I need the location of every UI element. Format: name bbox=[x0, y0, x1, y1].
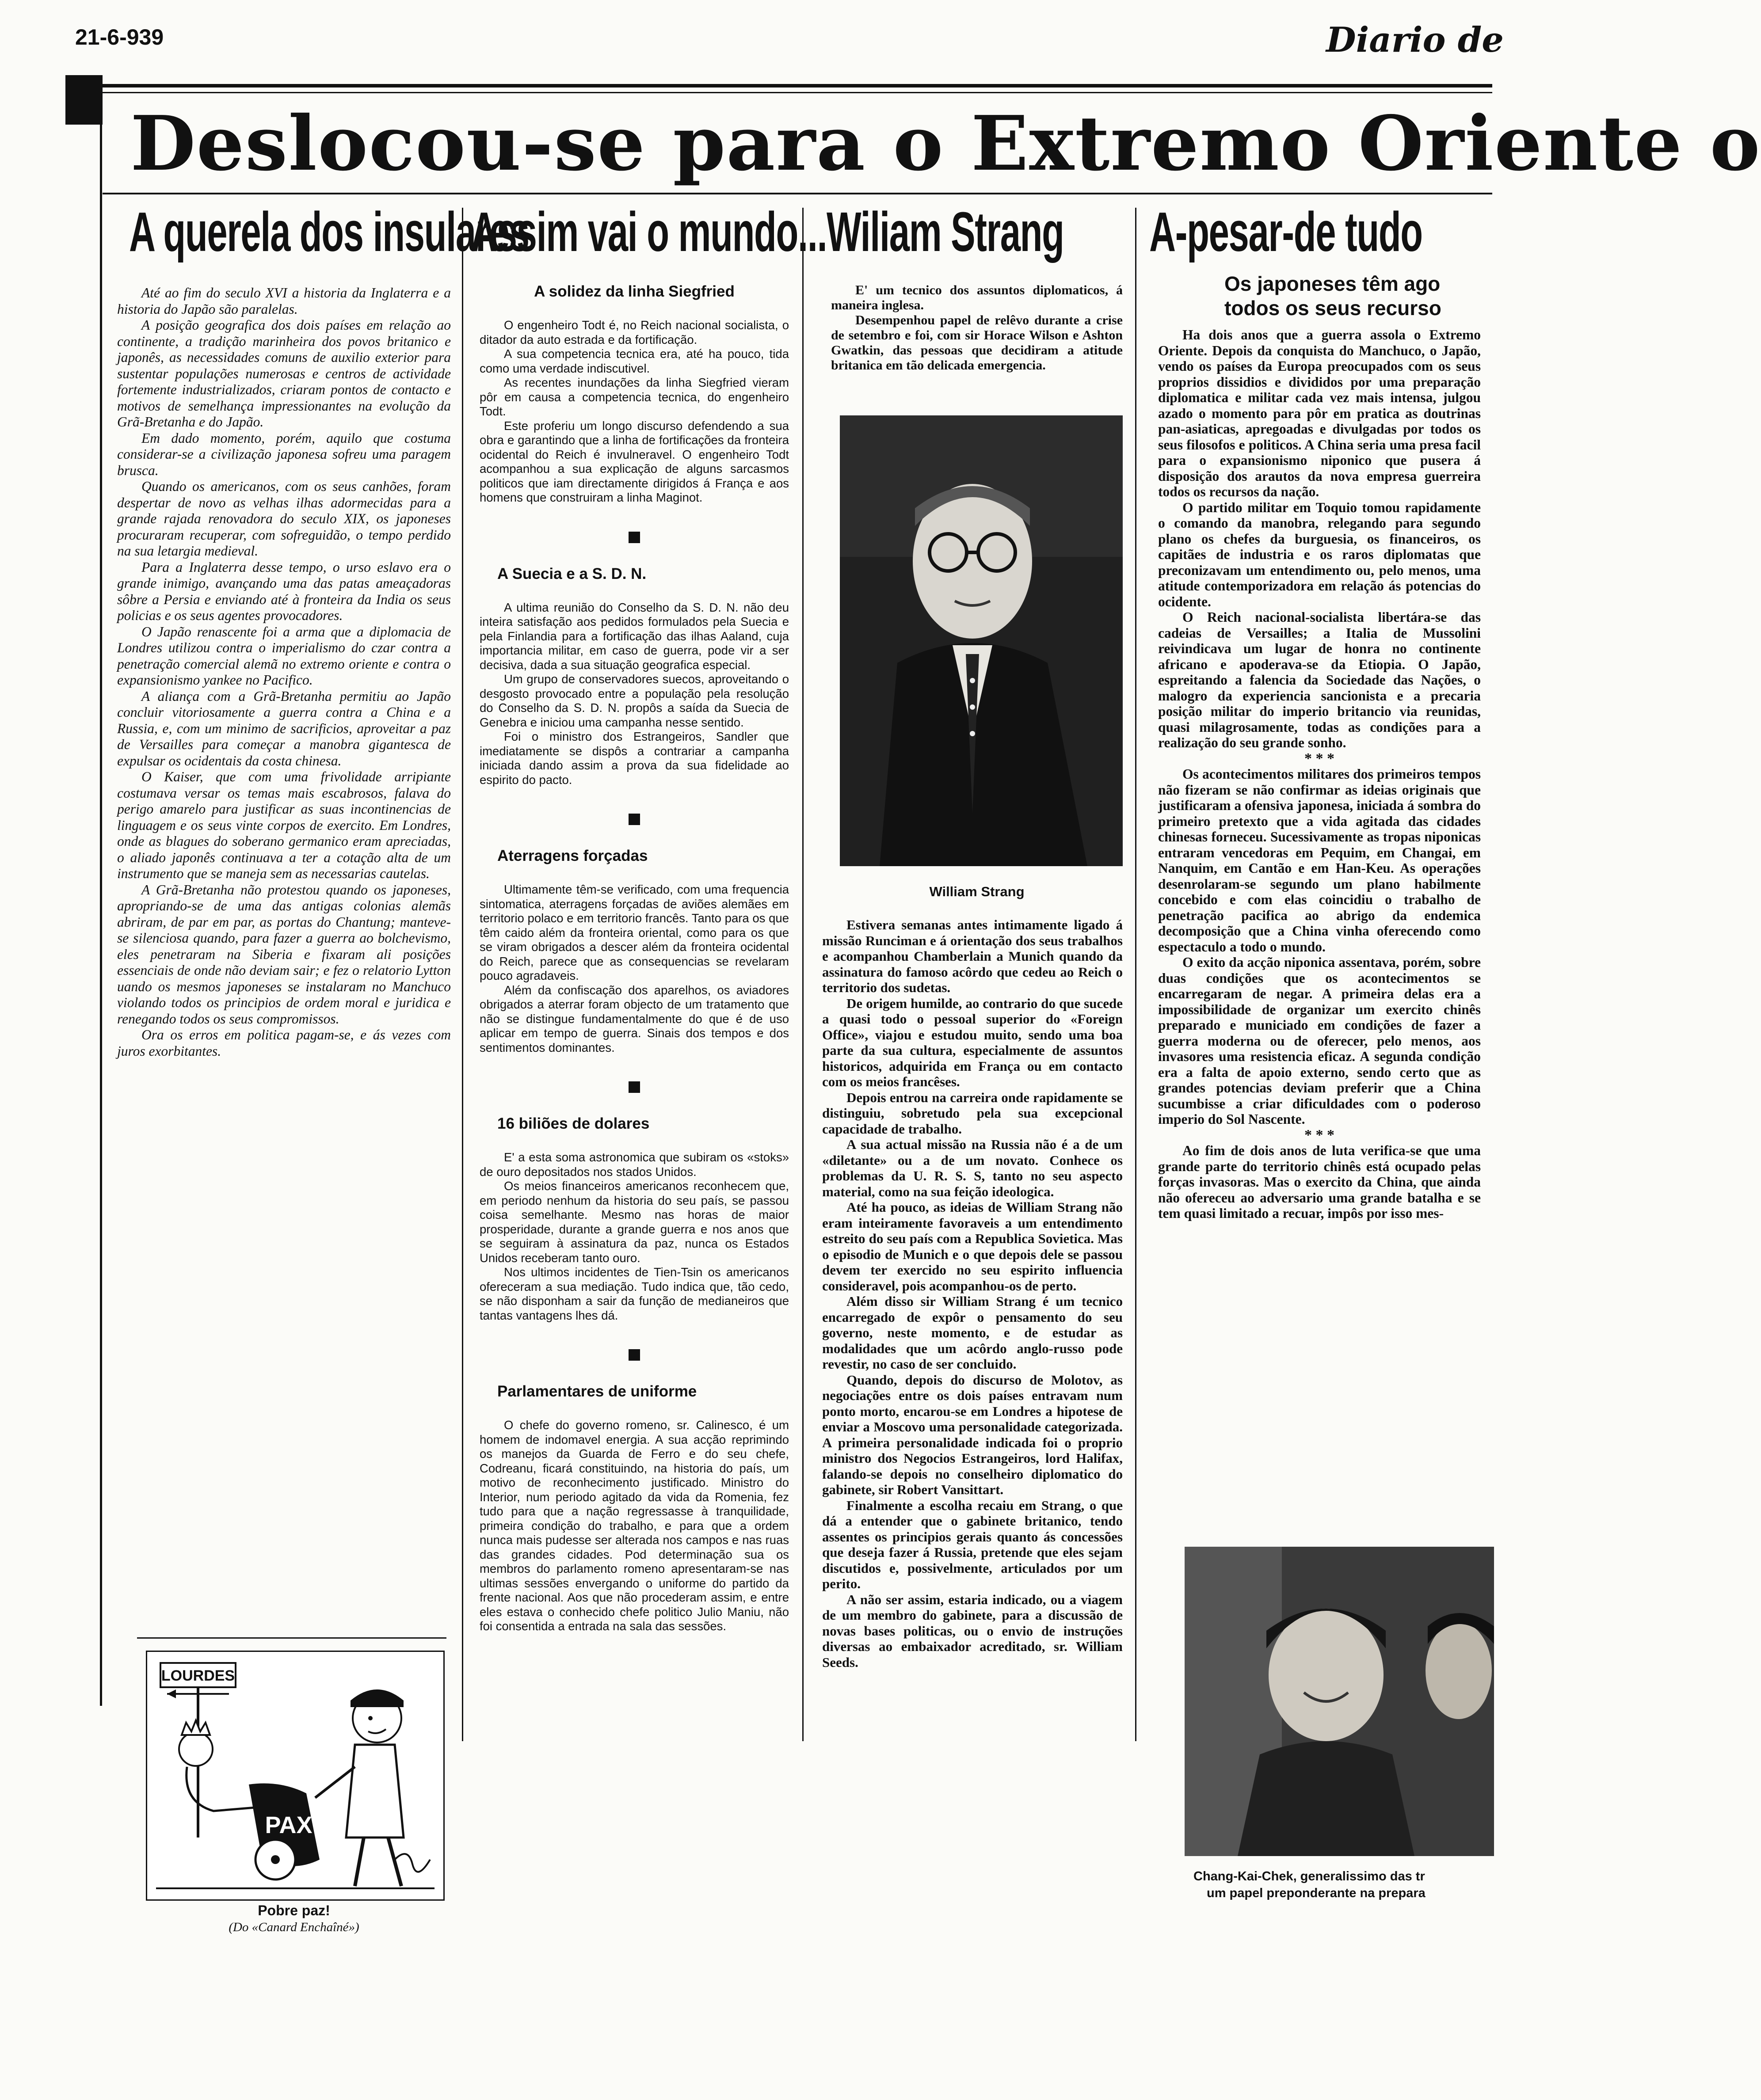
paragraph: Este proferiu um longo discurso defendendo a sua obra e garantindo que a linha de fortificações da fronteira ocidental do Reich é invulneravel. O engenheiro Todt acompanhou a sua explicação de alguns sarcasmos politicos que iam directamente dirigidos á França e aos homens que construiram a linha Maginot. bbox=[480, 418, 789, 504]
clipped-column bbox=[1145, 194, 1492, 1918]
paragraph: Além da confiscação dos aparelhos, os aviadores obrigados a aterrar foram objecto de um tratamento que não se distingue fundamentalmente do que é de uso aplicar em tempo de guerra. Sinais dos tempos e dos sentimentos dominantes. bbox=[480, 983, 789, 1054]
issue-date: 21-6-939 bbox=[75, 25, 164, 49]
article-body bbox=[1158, 327, 1481, 1221]
paragraph: Além disso sir William Strang é um tecnico encarregado de expôr o pensamento do seu governo, neste momento, e de estudar as modalidades que um acôrdo anglo-russo pode revestir, no caso de ser concluido. bbox=[822, 1293, 1123, 1372]
profile-body bbox=[822, 917, 1123, 1670]
paragraph: O partido militar em Toquio tomou rapidamente o comando da manobra, relegando para segundo plano os chefes da burguesia, os financeiros, os capitães de industria e os raros diplomatas que preconizavam um entendimento ou, pelo menos, uma atitude contemporizadora em relação ás potencias do ocidente. bbox=[1158, 499, 1481, 609]
news-photo-drawing bbox=[1185, 1547, 1494, 1856]
paragraph: De origem humilde, ao contrario do que sucede a quasi todo o pessoal superior do «Foreign Office», viajou e estudou muito, sendo uma boa parte da sua cultura, especialmente de assuntos historicos, adquirida em França ou em contacto com os meios francêses. bbox=[822, 995, 1123, 1089]
photo-caption: Chang-Kai-Chek, generalissimo das tr bbox=[1193, 1869, 1425, 1883]
cartoon-sign-text: LOURDES bbox=[161, 1667, 235, 1684]
paragraph: E' um tecnico dos assuntos diplomaticos, á maneira inglesa. bbox=[831, 283, 1123, 312]
section-title: A solidez da linha Siegfried bbox=[534, 283, 735, 300]
photo-caption: William Strang bbox=[929, 884, 1025, 899]
paragraph: O chefe do governo romeno, sr. Calinesco, é um homem de indomavel energia. A sua acção reprimindo os manejos da Guarda de Ferro e do seu chefe, Codreanu, ficará constituindo, na historia do país, um motivo de reconhecimento justificado. Ministro do Interior, num periodo agitado da vida da Romenia, fez tudo para que a nação regressasse à tranquilidade, primeira condição do trabalho, e para que a ordem nunca mais pudesse ser alterada nos campos e nas ruas das grandes cidades. Pod determinação sua os membros do parlamento romeno apresentaram-se nas ultimas sessões envergando o uniforme do partido da frente nacional. Aos que não procederam assim, e entre eles estava o conhecido chefe politico Julio Maniu, não foi consentida a entrada na sala das sessões. bbox=[480, 1418, 789, 1633]
paragraph: Depois entrou na carreira onde rapidamente se distinguiu, sobretudo pela sua excepcional capacidade de trabalho. bbox=[822, 1089, 1123, 1137]
paragraph: Ao fim de dois anos de luta verifica-se que uma grande parte do territorio chinês está ocupado pelas forças invasoras. Mas o exercito da China, que ainda não ofereceu ao adversario uma grande batalha e se tem quasi limitado a recuar, impôs por isso mes- bbox=[1158, 1143, 1481, 1221]
headline: Deslocou-se para o Extremo Oriente o bbox=[130, 99, 1761, 188]
paragraph: Desempenhou papel de relêvo durante a crise de setembro e foi, com sir Horace Wilson e Ashton Gwatkin, das pessoas que decidiram a atitude britanica em tão delicada emergencia. bbox=[831, 313, 1123, 373]
cartoon-source: (Do «Canard Enchaîné») bbox=[229, 1920, 359, 1934]
section-separator bbox=[629, 1349, 640, 1361]
paragraph: A não ser assim, estaria indicado, ou a viagem de um membro do gabinete, para a discussão de novas bases politicas, ou o envio de instruções diversas ao embaixador acreditado, sr. William Seeds. bbox=[822, 1591, 1123, 1670]
article-end-rule bbox=[137, 1637, 446, 1639]
section-separator bbox=[629, 532, 640, 543]
section-separator bbox=[629, 814, 640, 825]
masthead: Diario de bbox=[1326, 20, 1504, 60]
column-heading: A querela dos insulares bbox=[129, 201, 529, 263]
paragraph: Ha dois anos que a guerra assola o Extremo Oriente. Depois da conquista do Manchuco, o Japão, vendo os países da Europa preocupados com os seus proprios dissidios e divididos por uma preparação diplomatica e militar cada vez mais intensa, julgou azado o momento para pôr em pratica as doutrinas pan-asiaticas, apregoadas e divulgadas por todos os seus filosofos e politicos. A China seria uma presa facil para o expansionismo niponico que pusera á disposição dos arautos da nova empresa guerreira todos os recursos da nação. bbox=[1158, 327, 1481, 499]
paragraph: Nos ultimos incidentes de Tien-Tsin os americanos ofereceram a sua mediação. Tudo indica que, tão cedo, se não disponham a sair da função de medianeiros que tantas vantagens lhes dá. bbox=[480, 1265, 789, 1322]
paragraph: A sua competencia tecnica era, até ha pouco, tida como uma verdade indiscutivel. bbox=[480, 347, 789, 375]
section-stars: * * * bbox=[1304, 1126, 1334, 1143]
paragraph: As recentes inundações da linha Siegfried vieram pôr em causa a competencia tecnica, do engenheiro Todt. bbox=[480, 376, 789, 418]
section-separator bbox=[629, 1081, 640, 1093]
cartoon-caption: Pobre paz! bbox=[258, 1902, 330, 1918]
profile-lead bbox=[831, 283, 1123, 373]
news-photo bbox=[1185, 1547, 1494, 1856]
paragraph: O Japão renascente foi a arma que a diplomacia de Londres utilizou contra o imperialismo do czar contra a penetração comercial alemã no extremo oriente e contra o expansionismo yankee no Pacifico. bbox=[117, 624, 451, 688]
paragraph: O Kaiser, que com uma frivolidade arripiante costumava versar os temas mais escabrosos, falava do perigo amarelo para justificar as suas incontinencias de linguagem e os seus vinte corpos de exercito. Em Londres, onde as blagues do soberano germanico eram apreciadas, o aliado japonês continuava a ter a cotação alta de um instrumento que se maneja sem as necessarias cautelas. bbox=[117, 769, 451, 881]
top-rule bbox=[103, 84, 1492, 88]
paragraph: Para a Inglaterra desse tempo, o urso eslavo era o grande inimigo, avançando uma das patas ameaçadoras sôbre a Persia e enviando até à fronteira da India os seus policias e os seus agentes provocadores. bbox=[117, 559, 451, 623]
paragraph: Um grupo de conservadores suecos, aproveitando o desgosto provocado entre a população pela resolução do Conselho da S. D. N. propôs a saída da Suecia de Genebra e iniciou uma campanha nesse sentido. bbox=[480, 672, 789, 729]
paragraph: A posição geografica dos dois países em relação ao continente, a tradição marinheira dos povos britanico e japonês, as necessidades comuns de auxilio exterior para sustentar populações numerosas e centros de actividade fortemente industrializados, criaram pontos de contacto e motivos de semelhança impressionantes na evolução da Grã-Bretanha e do Japão. bbox=[117, 317, 451, 430]
article-body bbox=[117, 285, 451, 1059]
paragraph: Até ha pouco, as ideias de William Strang não eram inteiramente favoraveis a um entendimento estreito do seu país com a Republica Sovietica. Mas o episodio de Munich e o que depois dele se passou devem ter exercido no seu espirito influencia consideravel, pois acompanhou-os de perto. bbox=[822, 1199, 1123, 1293]
column-heading: Wiliam Strang bbox=[827, 201, 1064, 263]
subheading: Os japoneses têm ago bbox=[1224, 272, 1441, 295]
section-title: Aterragens forçadas bbox=[497, 847, 648, 864]
cartoon bbox=[146, 1651, 445, 1901]
portrait-photo bbox=[840, 415, 1123, 866]
subheading: todos os seus recurso bbox=[1224, 297, 1441, 320]
column-rule-2 bbox=[802, 208, 804, 1741]
left-rule bbox=[100, 115, 102, 1706]
paragraph: A aliança com a Grã-Bretanha permitiu ao Japão concluir vitoriosamente a guerra contra a China e a Russia, e, com um minimo de sacrificios, aproveitar a paz de Versailles para começar a manobra gigantesca de expulsar os ocidentais da costa chinesa. bbox=[117, 688, 451, 768]
cartoon-label-text: PAX bbox=[265, 1812, 313, 1838]
section-stars: * * * bbox=[1304, 750, 1334, 767]
paragraph: Quando os americanos, com os seus canhões, foram despertar de novo as velhas ilhas adormecidas para a grande rajada renovadora do seculo XIX, os japoneses procuraram recuperar, com sofreguidão, o tempo perdido na sua letargia medieval. bbox=[117, 479, 451, 559]
paragraph: O exito da acção niponica assentava, porém, sobre duas condições que os acontecimentos se encarregaram de negar. A primeira delas era a impossibilidade de organizar um exercito chinês preparado e municiado em condições de fazer a guerra moderna ou de oferecer, pelo menos, aos invasores uma resistencia eficaz. A segunda condição era a falta de apoio externo, sendo certo que as grandes potencias deviam preferir que a China sucumbisse a criar dificuldades com o poderoso imperio do Sol Nascente. bbox=[1158, 955, 1481, 1127]
column-heading: A-pesar-de tudo bbox=[1149, 201, 1422, 263]
paragraph: Os meios financeiros americanos reconhecem que, em periodo nenhum da historia do seu país, se passou coisa semelhante. Mesmo nas horas de maior prosperidade, durante a grande guerra e nos anos que se seguiram à assinatura da paz, nunca os Estados Unidos receberam tanto ouro. bbox=[480, 1179, 789, 1265]
paragraph: O engenheiro Todt é, no Reich nacional socialista, o ditador da auto estrada e da fortificação. bbox=[480, 318, 789, 346]
column-rule-3 bbox=[1135, 208, 1136, 1741]
paragraph: Estivera semanas antes intimamente ligado á missão Runciman e á orientação dos seus trabalhos e acompanhou Chamberlain a Munich quando da assinatura do famoso acôrdo que cedeu ao Reich o territorio dos sudetas. bbox=[822, 917, 1123, 995]
portrait-drawing bbox=[840, 415, 1123, 866]
cartoon-drawing bbox=[147, 1652, 443, 1899]
paragraph: A Grã-Bretanha não protestou quando os japoneses, apropriando-se de uma das antigas colonias alemãs abriram, de par em par, as portas do Chantung; manteve-se silenciosa quando, para fazer a guerra ao bolchevismo, eles penetraram na Siberia e fixaram ali posições essenciais de onde não deviam sair; e fez o relatorio Lytton uando os mesmos japoneses se instalaram no Manchuco violando todos os principios de ordem moral e juridica e renegando todos os seus compromissos. bbox=[117, 882, 451, 1027]
column-rule-1 bbox=[462, 208, 463, 1741]
paragraph: A sua actual missão na Russia não é a de um «diletante» ou a de um novato. Conhece os problemas da U. R. S. S, tanto no seu aspecto material, como na sua feição ideologica. bbox=[822, 1137, 1123, 1199]
paragraph: Ora os erros em politica pagam-se, e ás vezes com juros exorbitantes. bbox=[117, 1027, 451, 1059]
paragraph: Até ao fim do seculo XVI a historia da Inglaterra e a historia do Japão são paralelas. bbox=[117, 285, 451, 317]
paragraph: Foi o ministro dos Estrangeiros, Sandler que imediatamente se dispôs a contrariar a campanha iniciada dando assim a prova da sua fidelidade ao espirito do pacto. bbox=[480, 730, 789, 787]
paragraph: Os acontecimentos militares dos primeiros tempos não fizeram se não confirmar as ideias originais que justificaram a ofensiva japonesa, iniciada á sombra do primeiro pretexto que a vida agitada das cidades chinesas forneceu. Sucessivamente as tropas niponicas entraram vencedoras em Pequim, em Changai, em Nanquim, em Cantão e em Han-Keu. As operações desenrolaram-se segundo um plano habilmente concebido e com elas coincidiu o trabalho de penetração pacifica ao abrigo da endemica decomposição que a China vinha oferecendo como espectaculo a todo o mundo. bbox=[1158, 766, 1481, 955]
section-title: A Suecia e a S. D. N. bbox=[497, 565, 647, 582]
paragraph: E' a esta soma astronomica que subiram os «stoks» de ouro depositados nos stados Unidos. bbox=[480, 1150, 789, 1179]
section-title: 16 biliões de dolares bbox=[497, 1115, 650, 1132]
paragraph: O Reich nacional-socialista libertára-se das cadeias de Versailles; a Italia de Mussolini reivindicava um lugar de honra no continente africano e apoderava-se da Etiopia. O Japão, espreitando a falencia da Sociedade das Nações, o malogro da experiencia sancionista e a precaria posição militar do imperio britancio via reunidas, quasi milagrosamente, todas as condições para a realização do seu grande sonho. bbox=[1158, 609, 1481, 750]
paragraph: A ultima reunião do Conselho da S. D. N. não deu inteira satisfação aos pedidos formulados pela Suecia e pela Finlandia para a fortificação das ilhas Aaland, cuja importancia militar, em caso de guerra, pode vir a ser decisiva, dada a sua situação geografica especial. bbox=[480, 600, 789, 672]
section-title: Parlamentares de uniforme bbox=[497, 1383, 697, 1400]
corner-block bbox=[65, 75, 103, 125]
top-rule-thin bbox=[103, 92, 1492, 93]
news-briefs bbox=[480, 283, 789, 1634]
paragraph: Finalmente a escolha recaiu em Strang, o que dá a entender que o gabinete britanico, tendo assentes os principios gerais quanto ás concessões que deseja fazer á Russia, pretende que eles sejam discutidos e, possivelmente, articulados por um perito. bbox=[822, 1497, 1123, 1591]
paragraph: Ultimamente têm-se verificado, com uma frequencia sintomatica, aterragens forçadas de aviões alemães em territorio polaco e em territorio francês. Tanto para os que têm caido além da fronteira oriental, como para os que se viram obrigados a descer além da fronteira ocidental do Reich, parece que as consequencias se revelaram pouco agradaveis. bbox=[480, 883, 789, 982]
paragraph: Quando, depois do discurso de Molotov, as negociações entre os dois países entravam num ponto morto, encarou-se em Londres a hipotese de enviar a Moscovo uma personalidade categorizada. A primeira personalidade indicada foi o proprio ministro dos Negocios Estrangeiros, lord Halifax, falando-se depois no conselheiro diplomatico do gabinete, sir Robert Vansittart. bbox=[822, 1372, 1123, 1497]
column-heading: Assim vai o mundo... bbox=[471, 201, 827, 263]
photo-caption: um papel preponderante na prepara bbox=[1207, 1886, 1426, 1900]
paragraph: Em dado momento, porém, aquilo que costuma considerar-se a civilização japonesa sofreu uma paragem brusca. bbox=[117, 430, 451, 478]
